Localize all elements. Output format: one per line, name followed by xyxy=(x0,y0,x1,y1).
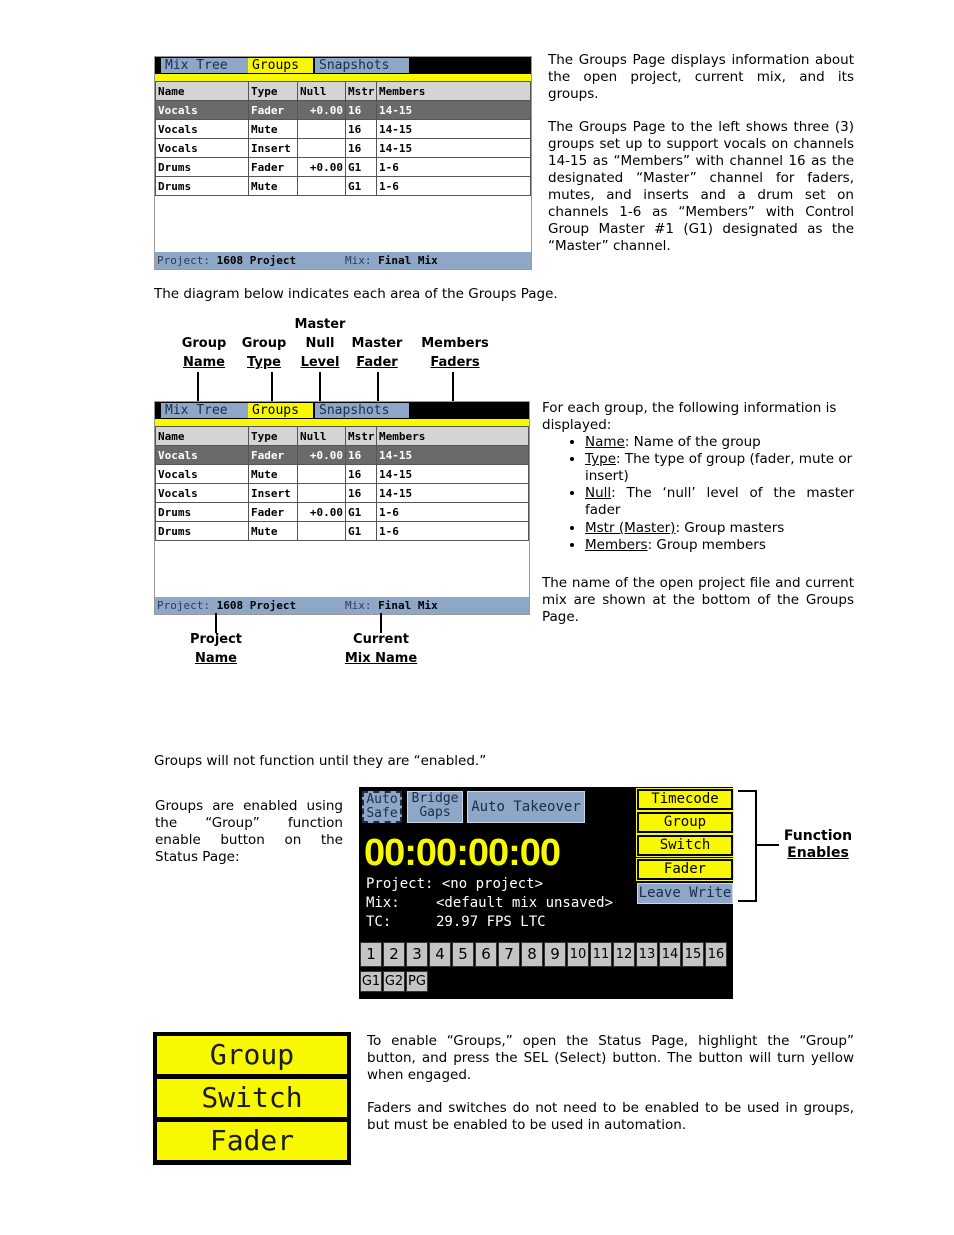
groups-screen-1 xyxy=(154,56,532,270)
cell: Drums xyxy=(156,158,249,177)
cell: Vocals xyxy=(156,139,249,158)
cell: 16 xyxy=(346,465,377,484)
cell: G1 xyxy=(346,177,377,196)
col-null-header: Null xyxy=(298,427,346,446)
project-name: 1608 Project xyxy=(216,254,297,267)
enable-text: Groups are enabled using the “Group” function enable button on the Status Page: xyxy=(155,798,343,865)
cell: 16 xyxy=(346,101,377,120)
footer-status xyxy=(155,252,531,269)
channel-2[interactable]: 2 xyxy=(383,942,405,967)
leave-write-button[interactable]: Leave Write xyxy=(637,883,733,904)
channel-15[interactable]: 15 xyxy=(682,942,704,967)
callout-project-name xyxy=(176,630,256,668)
callout-line: Current xyxy=(353,632,409,647)
callout-null-level xyxy=(292,315,348,372)
tab-bar xyxy=(155,57,531,74)
info-text xyxy=(542,400,854,642)
col-null-header: Null xyxy=(298,82,346,101)
desc: : The type of group (fader, mute or insert) xyxy=(585,451,853,484)
footer-status xyxy=(155,597,529,614)
callout-line: Name xyxy=(182,355,225,370)
cell: Drums xyxy=(156,503,249,522)
auto-takeover-button[interactable]: Auto Takeover xyxy=(467,791,585,823)
cell xyxy=(298,139,346,158)
mix-value: <default mix unsaved> xyxy=(436,895,614,911)
table-row[interactable] xyxy=(156,465,529,484)
tab-snapshots[interactable]: Snapshots xyxy=(315,403,409,418)
list-item xyxy=(585,485,854,519)
callout-line: Function xyxy=(783,828,853,844)
desc: : Group masters xyxy=(675,520,785,536)
cell: 14-15 xyxy=(377,101,531,120)
cell: +0.00 xyxy=(298,503,346,522)
table-row[interactable] xyxy=(156,177,531,196)
cell: Fader xyxy=(249,158,298,177)
group-button[interactable]: Group xyxy=(637,812,733,833)
cell: 1-6 xyxy=(377,503,529,522)
cell: 16 xyxy=(346,484,377,503)
callout-function-enables xyxy=(778,828,858,862)
desc: : Group members xyxy=(647,537,766,553)
btn-line: Bridge xyxy=(411,791,459,806)
list-item xyxy=(585,434,854,451)
cell: 16 xyxy=(346,120,377,139)
callout-line: Members xyxy=(421,336,489,351)
status-page xyxy=(359,787,733,999)
callout-line: Enables xyxy=(787,845,849,861)
bridge-gaps-button[interactable] xyxy=(407,791,463,823)
channel-4[interactable]: 4 xyxy=(429,942,451,967)
callout-line: Group xyxy=(241,336,287,351)
status-info xyxy=(366,875,613,932)
project-key: Project: xyxy=(157,254,210,267)
table-row[interactable] xyxy=(156,446,529,465)
tab-mix-tree[interactable]: Mix Tree xyxy=(161,403,248,418)
groups-screen-2 xyxy=(154,401,530,615)
cell xyxy=(298,120,346,139)
auto-safe-button[interactable] xyxy=(362,791,402,823)
switch-enable-button[interactable]: Switch xyxy=(156,1078,348,1118)
callout-master-fader xyxy=(348,334,406,372)
col-type-header: Type xyxy=(249,427,298,446)
list-item xyxy=(585,451,854,485)
table-row[interactable] xyxy=(156,484,529,503)
enabled-note: Groups will not function until they are “enabled.” xyxy=(154,753,487,769)
callout-line: Master xyxy=(351,336,403,351)
term: Mstr (Master) xyxy=(585,520,676,536)
timecode-button[interactable]: Timecode xyxy=(637,789,733,810)
channel-7[interactable]: 7 xyxy=(498,942,520,967)
mix-key: Mix: xyxy=(345,254,372,267)
list-item xyxy=(585,537,854,554)
cell: G1 xyxy=(346,522,377,541)
cell: 14-15 xyxy=(377,120,531,139)
callout-line: Name xyxy=(194,651,237,666)
tab-snapshots[interactable]: Snapshots xyxy=(315,58,409,73)
project-name: 1608 Project xyxy=(216,599,297,612)
list-item xyxy=(585,520,854,537)
cell: Mute xyxy=(249,522,298,541)
channel-16[interactable]: 16 xyxy=(705,942,727,967)
cell xyxy=(298,177,346,196)
group-g1[interactable]: G1 xyxy=(360,971,382,992)
channel-14[interactable]: 14 xyxy=(659,942,681,967)
channel-6[interactable]: 6 xyxy=(475,942,497,967)
col-members-header: Members xyxy=(377,82,531,101)
info-closing: The name of the open project file and current mix are shown at the bottom of the Groups Page. xyxy=(542,575,854,625)
table-row[interactable] xyxy=(156,139,531,158)
project-key: Project: xyxy=(366,876,434,892)
cell: Fader xyxy=(249,503,298,522)
enable-buttons-panel xyxy=(153,1032,351,1165)
btn-line: Auto xyxy=(366,792,398,807)
info-list xyxy=(542,434,854,554)
cell: Insert xyxy=(249,139,298,158)
cell: 16 xyxy=(346,139,377,158)
callout-line: Level xyxy=(300,355,340,370)
tab-bar xyxy=(155,402,529,419)
callout-current-mix xyxy=(331,630,431,668)
table-row[interactable] xyxy=(156,158,531,177)
channel-1[interactable]: 1 xyxy=(360,942,382,967)
table-row[interactable] xyxy=(156,101,531,120)
callout-line: Project xyxy=(189,632,243,647)
cell: +0.00 xyxy=(298,158,346,177)
callout-group-type xyxy=(236,334,292,372)
btn-line: Safe xyxy=(366,806,398,821)
cell: 16 xyxy=(346,446,377,465)
table-row[interactable] xyxy=(156,522,529,541)
mix-key: Mix: xyxy=(345,599,372,612)
desc: : Name of the group xyxy=(624,434,761,450)
diagram-caption: The diagram below indicates each area of the Groups Page. xyxy=(154,286,558,302)
channel-5[interactable]: 5 xyxy=(452,942,474,967)
switch-button[interactable]: Switch xyxy=(637,835,733,856)
btn-line: Gaps xyxy=(419,805,451,820)
term: Null xyxy=(585,485,612,501)
mix-key: Mix: xyxy=(366,895,400,911)
callout-members-faders xyxy=(418,334,492,372)
term: Members xyxy=(585,537,648,553)
cell: Mute xyxy=(249,120,298,139)
col-name-header: Name xyxy=(156,82,249,101)
cell: Vocals xyxy=(156,101,249,120)
desc: : The ‘null’ level of the master fader xyxy=(585,485,854,518)
final-text xyxy=(367,1033,854,1150)
tc-key: TC: xyxy=(366,914,392,930)
cell: 14-15 xyxy=(377,446,529,465)
col-mstr-header: Mstr xyxy=(346,427,377,446)
intro-p2: The Groups Page to the left shows three (3) groups set up to support vocals on channels 14-15 as “Members” with channel 16 as the designated “Master” channel for faders, mutes, and inserts and a drum set on channels 1-6 as “Members” with Control Group Master #1 (G1) designated as the “Master” channel. xyxy=(548,119,854,254)
col-members-header: Members xyxy=(377,427,529,446)
cell: 1-6 xyxy=(377,177,531,196)
fader-enable-button[interactable]: Fader xyxy=(156,1121,348,1161)
cell: Vocals xyxy=(156,484,249,503)
cell: +0.00 xyxy=(298,101,346,120)
callout-line: Null xyxy=(305,336,335,351)
cell: G1 xyxy=(346,158,377,177)
cell: Mute xyxy=(249,177,298,196)
cell: Fader xyxy=(249,446,298,465)
cell: Fader xyxy=(249,101,298,120)
tab-mix-tree[interactable]: Mix Tree xyxy=(161,58,248,73)
channel-13[interactable]: 13 xyxy=(636,942,658,967)
cell xyxy=(298,465,346,484)
mix-name: Final Mix xyxy=(378,599,438,612)
cell: G1 xyxy=(346,503,377,522)
group-enable-button[interactable]: Group xyxy=(156,1035,348,1075)
cell xyxy=(298,522,346,541)
project-key: Project: xyxy=(157,599,210,612)
channel-3[interactable]: 3 xyxy=(406,942,428,967)
callout-line: Master xyxy=(294,317,346,332)
cell: 14-15 xyxy=(377,465,529,484)
final-p2: Faders and switches do not need to be enabled to be used in groups, but must be enabled to be used in automation. xyxy=(367,1100,854,1133)
callout-line: Fader xyxy=(356,355,398,370)
channel-9[interactable]: 9 xyxy=(544,942,566,967)
table-row[interactable] xyxy=(156,503,529,522)
groups-table xyxy=(155,81,531,196)
col-type-header: Type xyxy=(249,82,298,101)
cell: 1-6 xyxy=(377,522,529,541)
cell: Vocals xyxy=(156,465,249,484)
intro-p1: The Groups Page displays information about the open project, current mix, and its groups. xyxy=(548,52,854,102)
cell: Drums xyxy=(156,177,249,196)
channel-8[interactable]: 8 xyxy=(521,942,543,967)
cell: Drums xyxy=(156,522,249,541)
col-mstr-header: Mstr xyxy=(346,82,377,101)
tab-groups[interactable]: Groups xyxy=(248,58,313,73)
cell: +0.00 xyxy=(298,446,346,465)
final-p1: To enable “Groups,” open the Status Page, highlight the “Group” button, and press the SEL (Select) button. The button will turn yellow when engaged. xyxy=(367,1033,854,1083)
callout-line: Type xyxy=(247,355,281,370)
tab-groups[interactable]: Groups xyxy=(248,403,313,418)
cell: Insert xyxy=(249,484,298,503)
project-value: <no project> xyxy=(441,876,544,892)
channel-10[interactable]: 10 xyxy=(567,942,589,967)
cell: 1-6 xyxy=(377,158,531,177)
mix-name: Final Mix xyxy=(378,254,438,267)
cell: Vocals xyxy=(156,120,249,139)
term: Type xyxy=(585,451,617,467)
channel-12[interactable]: 12 xyxy=(613,942,635,967)
cell: 14-15 xyxy=(377,484,529,503)
intro-text xyxy=(548,52,854,271)
col-name-header: Name xyxy=(156,427,249,446)
term: Name xyxy=(585,434,625,450)
cell xyxy=(298,484,346,503)
cell: Vocals xyxy=(156,446,249,465)
tc-value: 29.97 FPS LTC xyxy=(436,914,546,930)
group-pg[interactable]: PG xyxy=(406,971,428,992)
group-g2[interactable]: G2 xyxy=(383,971,405,992)
info-lead: For each group, the following information is displayed: xyxy=(542,400,837,433)
fader-button[interactable]: Fader xyxy=(637,859,733,880)
timecode-display: 00:00:00:00 xyxy=(364,832,561,874)
channel-11[interactable]: 11 xyxy=(590,942,612,967)
callout-line: Mix Name xyxy=(344,651,418,666)
callout-group-name xyxy=(174,334,234,372)
callout-line: Group xyxy=(181,336,227,351)
cell: 14-15 xyxy=(377,139,531,158)
callout-line: Faders xyxy=(430,355,480,370)
groups-table xyxy=(155,426,529,541)
table-row[interactable] xyxy=(156,120,531,139)
cell: Mute xyxy=(249,465,298,484)
